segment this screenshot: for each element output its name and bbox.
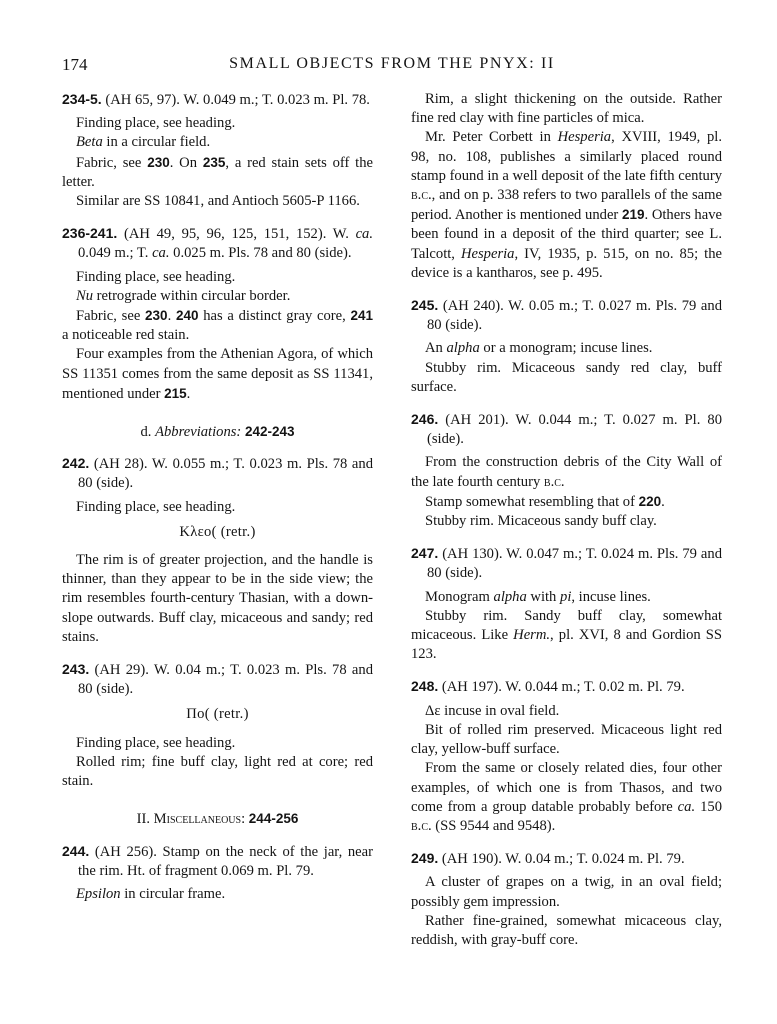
entry-text: Δε incuse in oval field.	[425, 702, 560, 719]
catalog-entry-242	[62, 454, 373, 647]
entry-text: Bit of rolled rim preserved. Micaceous light red clay, yellow-buff surface.	[411, 721, 722, 758]
entry-number: 248.	[411, 678, 439, 695]
entry-text: Finding place, see heading.	[76, 498, 236, 515]
stamp-inscription: Κλεο( (retr.)	[179, 523, 256, 540]
entry-number: 244.	[62, 842, 90, 859]
running-title: SMALL OBJECTS FROM THE PNYX: II	[229, 55, 555, 72]
entry-text: Fabric, see 230. 240 has a distinct gray core, 241 a noticeable red stain.	[62, 308, 373, 344]
catalog-entry-245	[411, 296, 722, 397]
cross-reference: 230	[145, 308, 168, 324]
entry-text: An alpha or a monogram; incuse lines.	[425, 340, 653, 357]
catalog-entry-244-continued	[411, 90, 722, 283]
entry-number: 245.	[411, 297, 439, 314]
entry-text: Rim, a slight thickening on the outside. Rather fine red clay with fine particles of mica.	[411, 91, 722, 127]
section-heading-miscellaneous: II. Miscellaneous: 244-256	[136, 811, 299, 828]
cross-reference: 219	[621, 207, 645, 223]
catalog-entry-244	[62, 842, 373, 905]
entry-number: 247.	[411, 545, 439, 562]
stamp-inscription: Πο( (retr.)	[186, 706, 249, 723]
entry-heading: 249. (AH 190). W. 0.04 m.; T. 0.024 m. Pl. 79.	[411, 850, 685, 868]
page-number: 174	[62, 55, 88, 74]
cross-reference: 215	[164, 385, 187, 401]
cross-reference: 230	[147, 154, 170, 170]
catalog-entry-243	[62, 660, 373, 791]
entry-text: From the same or closely related dies, four other examples, of which one is from Thasos, and two come from a group datable probably before ca. 150 b.c. (SS 9544 and 9548).	[411, 760, 722, 834]
entry-text: Rather fine-grained, somewhat micaceous clay, reddish, with gray-buff core.	[411, 912, 722, 948]
catalog-entry-248	[411, 677, 722, 836]
entry-text: From the construction debris of the City Wall of the late fourth century b.c.	[411, 454, 722, 490]
left-column	[62, 90, 373, 917]
entry-text: Stubby rim. Micaceous sandy buff clay.	[425, 513, 657, 530]
entry-text: The rim is of greater projection, and the handle is thinner, than they appear to be in the side view; the rim resembles fourth-century Thasian, with a down-slope outwards. Buff clay, micaceous and sandy; red stains.	[62, 552, 373, 645]
entry-heading: 244. (AH 256). Stamp on the neck of the jar, near the rim. Ht. of fragment 0.069 m. Pl. 79.	[62, 842, 373, 879]
cross-reference: 241	[350, 308, 373, 324]
entry-number: 249.	[411, 850, 439, 867]
entry-text: Stamp somewhat resembling that of 220.	[425, 493, 665, 510]
entry-heading: 242. (AH 28). W. 0.055 m.; T. 0.023 m. Pls. 78 and 80 (side).	[62, 455, 373, 492]
right-column	[411, 90, 722, 963]
entry-heading: 247. (AH 130). W. 0.047 m.; T. 0.024 m. Pls. 79 and 80 (side).	[411, 545, 722, 582]
entry-heading: 236-241. (AH 49, 95, 96, 125, 151, 152). W. ca. 0.049 m.; T. ca. 0.025 m. Pls. 78 and 80 (side).	[62, 225, 373, 262]
entry-number: 236-241.	[62, 225, 118, 242]
entry-text: Finding place, see heading.	[76, 115, 236, 132]
entry-text: Similar are SS 10841, and Antioch 5605-P 1166.	[76, 193, 360, 210]
entry-text: Fabric, see 230. On 235, a red stain sets off the letter.	[62, 154, 373, 190]
entry-text: Finding place, see heading.	[76, 268, 236, 285]
entry-text: Nu retrograde within circular border.	[76, 287, 291, 304]
entry-text: Four examples from the Athenian Agora, of which SS 11351 comes from the same deposit as SS 11341, mentioned under 215.	[62, 346, 373, 402]
catalog-entry-234-235	[62, 90, 373, 211]
catalog-entry-246	[411, 410, 722, 531]
section-heading-abbreviations: d. Abbreviations: 242-243	[140, 424, 295, 441]
cross-reference: 235	[202, 154, 226, 170]
catalog-entry-249	[411, 849, 722, 950]
entry-text: Mr. Peter Corbett in Hesperia, XVIII, 1949, pl. 98, no. 108, publishes a similarly placed round stamp found in a well deposit of the late fifth century b.c., and on p. 338 refers to two parallels of the same period. Another is mentioned under 219. Others have been found in a deposit of the third quarter; see L. Talcott, Hesperia, IV, 1935, p. 515, on no. 85; the device is a kantharos, see p. 495.	[411, 129, 722, 281]
entry-number: 246.	[411, 411, 439, 428]
entry-heading: 243. (AH 29). W. 0.04 m.; T. 0.023 m. Pls. 78 and 80 (side).	[62, 661, 373, 698]
entry-text: Beta in a circular field.	[76, 134, 211, 151]
cross-reference: 240	[175, 308, 199, 324]
entry-text: Rolled rim; fine buff clay, light red at core; red stain.	[62, 753, 373, 790]
entry-heading: 246. (AH 201). W. 0.044 m.; T. 0.027 m. Pl. 80 (side).	[411, 411, 722, 448]
entry-text: A cluster of grapes on a twig, in an oval field; possibly gem impression.	[411, 874, 722, 910]
entry-text: Epsilon in circular frame.	[76, 885, 226, 902]
entry-text: Finding place, see heading.	[76, 734, 236, 751]
entry-text: Stubby rim. Sandy buff clay, somewhat micaceous. Like Herm., pl. XVI, 8 and Gordion SS 123.	[411, 607, 723, 663]
entry-heading: 248. (AH 197). W. 0.044 m.; T. 0.02 m. Pl. 79.	[411, 678, 685, 696]
entry-heading: 234-5. (AH 65, 97). W. 0.049 m.; T. 0.023 m. Pl. 78.	[62, 91, 370, 108]
entry-number: 243.	[62, 661, 90, 678]
entry-text: Monogram alpha with pi, incuse lines.	[425, 588, 651, 605]
entry-number: 234-5.	[62, 91, 102, 107]
catalog-entry-236-241	[62, 224, 373, 404]
cross-reference: 220	[638, 493, 662, 509]
page-header	[62, 55, 722, 79]
entry-text: Stubby rim. Micaceous sandy red clay, buff surface.	[411, 359, 722, 395]
catalog-entry-247	[411, 544, 722, 664]
entry-number: 242.	[62, 455, 90, 472]
entry-heading: 245. (AH 240). W. 0.05 m.; T. 0.027 m. Pls. 79 and 80 (side).	[411, 297, 722, 334]
